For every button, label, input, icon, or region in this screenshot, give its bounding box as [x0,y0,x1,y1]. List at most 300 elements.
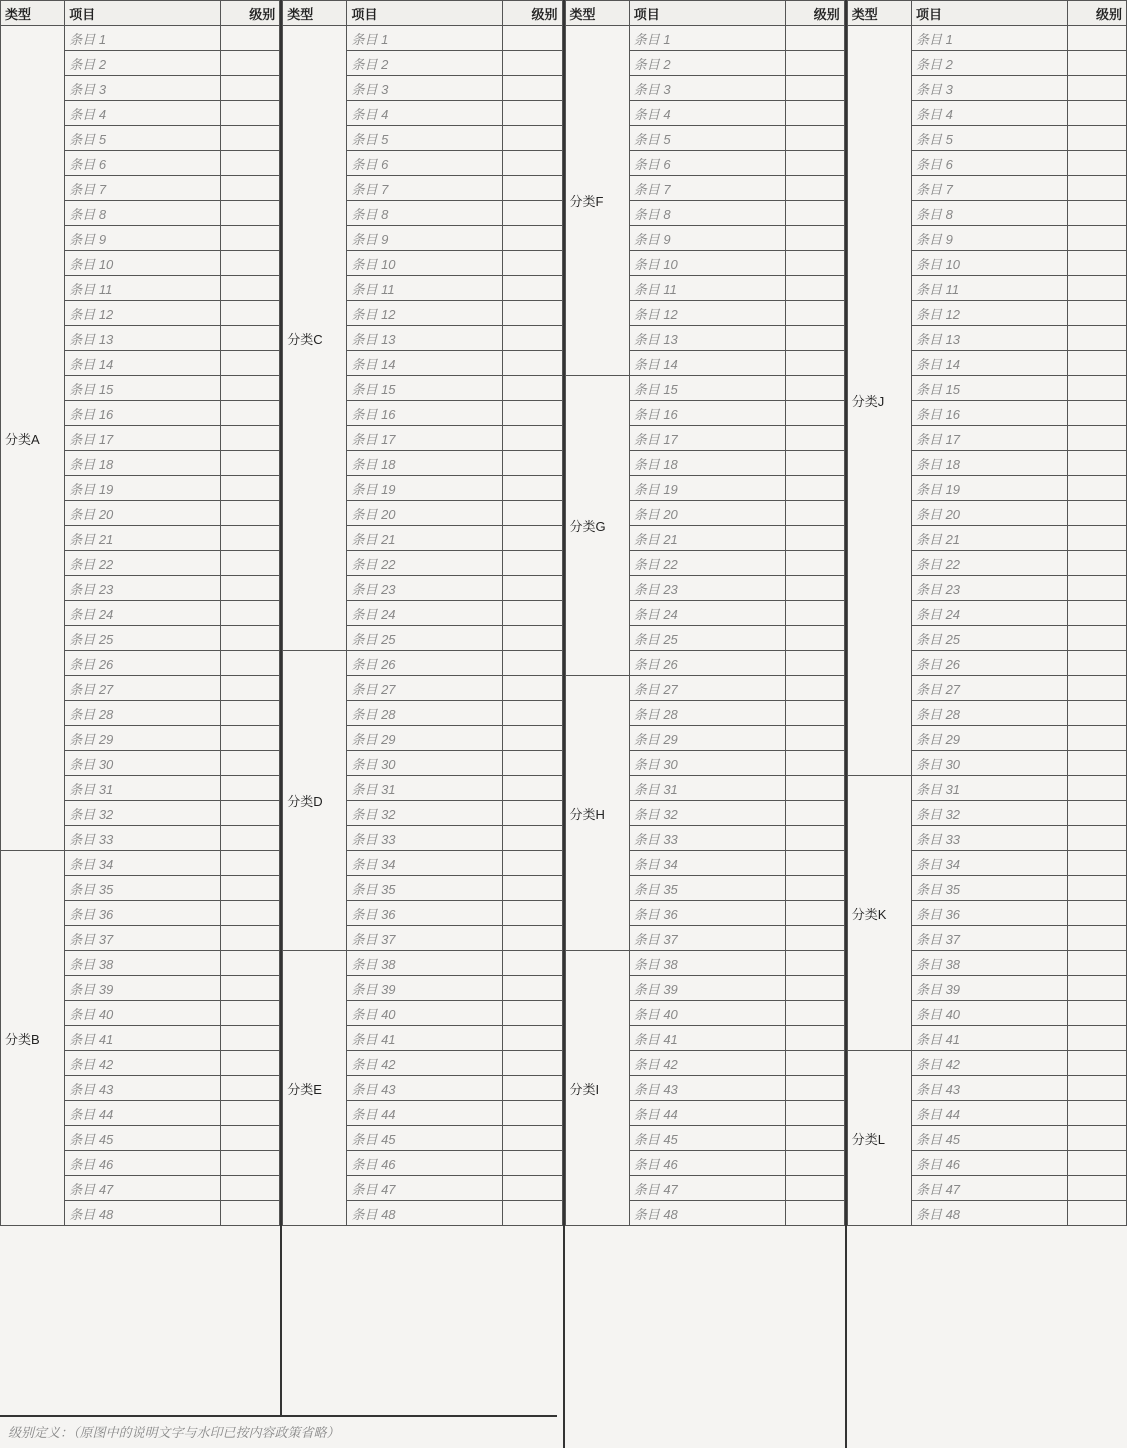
level-cell [1067,601,1126,626]
table-row [283,951,562,976]
footer-note-text: 级别定义：（原图中的说明文字与水印已按内容政策省略） [8,1424,340,1440]
item-cell: 条目 20 [629,501,785,526]
level-cell [785,1126,844,1151]
level-cell [503,1051,562,1076]
item-cell: 条目 23 [347,576,503,601]
level-cell [221,201,280,226]
level-cell [1067,101,1126,126]
item-cell: 条目 33 [911,826,1067,851]
item-cell: 条目 6 [65,151,221,176]
level-cell [785,651,844,676]
item-cell: 条目 39 [65,976,221,1001]
item-cell: 条目 14 [911,351,1067,376]
level-cell [221,751,280,776]
item-cell: 条目 28 [347,701,503,726]
level-cell [785,751,844,776]
item-cell: 条目 37 [347,926,503,951]
category-cell: 分类A [1,26,65,851]
header-item: 项目 [911,1,1067,26]
item-cell: 条目 22 [911,551,1067,576]
level-cell [221,326,280,351]
level-cell [221,51,280,76]
level-cell [785,476,844,501]
item-cell: 条目 23 [629,576,785,601]
level-cell [221,1051,280,1076]
level-cell [1067,351,1126,376]
table-row [847,776,1126,801]
item-cell: 条目 3 [65,76,221,101]
level-cell [1067,326,1126,351]
level-cell [785,851,844,876]
column-group [0,0,282,1448]
item-cell: 条目 7 [629,176,785,201]
item-cell: 条目 7 [911,176,1067,201]
level-cell [1067,226,1126,251]
item-cell: 条目 5 [629,126,785,151]
level-cell [785,1101,844,1126]
item-cell: 条目 16 [911,401,1067,426]
header-level: 级别 [1067,1,1126,26]
level-cell [503,1176,562,1201]
header-level: 级别 [221,1,280,26]
level-cell [785,176,844,201]
header-type: 类型 [565,1,629,26]
item-cell: 条目 4 [629,101,785,126]
level-cell [221,301,280,326]
level-cell [785,26,844,51]
level-cell [1067,776,1126,801]
item-cell: 条目 5 [65,126,221,151]
item-cell: 条目 42 [629,1051,785,1076]
item-cell: 条目 3 [629,76,785,101]
level-cell [221,676,280,701]
level-cell [503,726,562,751]
checklist-table [282,0,562,1226]
item-cell: 条目 17 [347,426,503,451]
level-cell [221,526,280,551]
item-cell: 条目 44 [347,1101,503,1126]
level-cell [503,1201,562,1226]
level-cell [221,976,280,1001]
item-cell: 条目 9 [911,226,1067,251]
item-cell: 条目 16 [347,401,503,426]
item-cell: 条目 8 [911,201,1067,226]
level-cell [221,851,280,876]
level-cell [503,126,562,151]
item-cell: 条目 6 [629,151,785,176]
level-cell [221,901,280,926]
item-cell: 条目 46 [911,1151,1067,1176]
item-cell: 条目 20 [347,501,503,526]
level-cell [1067,801,1126,826]
item-cell: 条目 6 [347,151,503,176]
level-cell [1067,451,1126,476]
item-cell: 条目 43 [911,1076,1067,1101]
item-cell: 条目 18 [347,451,503,476]
category-cell: 分类K [847,776,911,1051]
item-cell: 条目 35 [911,876,1067,901]
item-cell: 条目 27 [347,676,503,701]
level-cell [785,1051,844,1076]
item-cell: 条目 45 [347,1126,503,1151]
item-cell: 条目 28 [65,701,221,726]
item-cell: 条目 29 [629,726,785,751]
item-cell: 条目 31 [629,776,785,801]
item-cell: 条目 12 [347,301,503,326]
table-row [847,26,1126,51]
item-cell: 条目 39 [347,976,503,1001]
level-cell [221,826,280,851]
level-cell [503,951,562,976]
level-cell [221,351,280,376]
item-cell: 条目 48 [629,1201,785,1226]
level-cell [503,1151,562,1176]
level-cell [1067,1101,1126,1126]
item-cell: 条目 37 [629,926,785,951]
level-cell [1067,26,1126,51]
level-cell [503,101,562,126]
level-cell [785,901,844,926]
item-cell: 条目 12 [629,301,785,326]
level-cell [785,551,844,576]
item-cell: 条目 25 [347,626,503,651]
level-cell [1067,826,1126,851]
checklist-table [847,0,1127,1226]
item-cell: 条目 25 [65,626,221,651]
level-cell [503,751,562,776]
item-cell: 条目 12 [65,301,221,326]
level-cell [221,576,280,601]
item-cell: 条目 4 [65,101,221,126]
level-cell [221,501,280,526]
level-cell [503,701,562,726]
item-cell: 条目 30 [65,751,221,776]
level-cell [785,76,844,101]
level-cell [221,926,280,951]
level-cell [785,776,844,801]
level-cell [785,951,844,976]
item-cell: 条目 31 [65,776,221,801]
table-row [1,851,280,876]
level-cell [1067,251,1126,276]
item-cell: 条目 26 [911,651,1067,676]
level-cell [1067,976,1126,1001]
item-cell: 条目 29 [347,726,503,751]
level-cell [221,1151,280,1176]
level-cell [221,1026,280,1051]
header-level: 级别 [785,1,844,26]
level-cell [221,551,280,576]
category-cell: 分类G [565,376,629,676]
level-cell [1067,276,1126,301]
level-cell [785,926,844,951]
level-cell [1067,151,1126,176]
checklist-table [565,0,845,1226]
column-group [847,0,1127,1448]
item-cell: 条目 35 [347,876,503,901]
item-cell: 条目 30 [629,751,785,776]
level-cell [1067,851,1126,876]
level-cell [221,101,280,126]
item-cell: 条目 2 [629,51,785,76]
level-cell [503,501,562,526]
item-cell: 条目 4 [911,101,1067,126]
item-cell: 条目 27 [911,676,1067,701]
level-cell [785,701,844,726]
level-cell [503,151,562,176]
level-cell [221,626,280,651]
level-cell [1067,201,1126,226]
header-type: 类型 [847,1,911,26]
level-cell [1067,626,1126,651]
header-item: 项目 [629,1,785,26]
item-cell: 条目 3 [347,76,503,101]
header-item: 项目 [347,1,503,26]
item-cell: 条目 21 [629,526,785,551]
item-cell: 条目 15 [65,376,221,401]
level-cell [1067,651,1126,676]
level-cell [1067,1001,1126,1026]
item-cell: 条目 47 [347,1176,503,1201]
level-cell [785,526,844,551]
item-cell: 条目 45 [65,1126,221,1151]
level-cell [785,801,844,826]
table-row [565,26,844,51]
level-cell [221,376,280,401]
item-cell: 条目 31 [347,776,503,801]
level-cell [785,1176,844,1201]
item-cell: 条目 5 [911,126,1067,151]
item-cell: 条目 40 [347,1001,503,1026]
item-cell: 条目 25 [629,626,785,651]
item-cell: 条目 20 [911,501,1067,526]
level-cell [221,26,280,51]
level-cell [785,376,844,401]
item-cell: 条目 35 [65,876,221,901]
level-cell [1067,1126,1126,1151]
item-cell: 条目 41 [65,1026,221,1051]
item-cell: 条目 40 [911,1001,1067,1026]
level-cell [221,1126,280,1151]
level-cell [1067,1176,1126,1201]
item-cell: 条目 47 [629,1176,785,1201]
level-cell [1067,551,1126,576]
item-cell: 条目 42 [65,1051,221,1076]
level-cell [221,76,280,101]
level-cell [221,476,280,501]
item-cell: 条目 10 [911,251,1067,276]
item-cell: 条目 7 [347,176,503,201]
item-cell: 条目 39 [911,976,1067,1001]
header-item: 项目 [65,1,221,26]
level-cell [221,1001,280,1026]
level-cell [1067,526,1126,551]
item-cell: 条目 30 [347,751,503,776]
item-cell: 条目 36 [629,901,785,926]
level-cell [503,526,562,551]
item-cell: 条目 21 [911,526,1067,551]
level-cell [785,1201,844,1226]
item-cell: 条目 15 [629,376,785,401]
category-cell: 分类J [847,26,911,776]
item-cell: 条目 33 [65,826,221,851]
item-cell: 条目 32 [629,801,785,826]
level-cell [221,276,280,301]
level-cell [503,851,562,876]
level-cell [785,726,844,751]
item-cell: 条目 33 [347,826,503,851]
level-cell [221,801,280,826]
item-cell: 条目 21 [347,526,503,551]
item-cell: 条目 31 [911,776,1067,801]
column-group [565,0,847,1448]
level-cell [785,676,844,701]
item-cell: 条目 47 [65,1176,221,1201]
item-cell: 条目 20 [65,501,221,526]
item-cell: 条目 19 [911,476,1067,501]
level-cell [503,26,562,51]
level-cell [785,351,844,376]
item-cell: 条目 34 [629,851,785,876]
level-cell [221,451,280,476]
level-cell [503,601,562,626]
level-cell [1067,401,1126,426]
item-cell: 条目 12 [911,301,1067,326]
item-cell: 条目 37 [911,926,1067,951]
level-cell [503,551,562,576]
category-cell: 分类C [283,26,347,651]
item-cell: 条目 14 [65,351,221,376]
level-cell [1067,1151,1126,1176]
item-cell: 条目 37 [65,926,221,951]
item-cell: 条目 1 [65,26,221,51]
item-cell: 条目 22 [65,551,221,576]
item-cell: 条目 42 [911,1051,1067,1076]
level-cell [1067,576,1126,601]
item-cell: 条目 25 [911,626,1067,651]
item-cell: 条目 1 [911,26,1067,51]
item-cell: 条目 13 [65,326,221,351]
item-cell: 条目 34 [911,851,1067,876]
item-cell: 条目 8 [65,201,221,226]
item-cell: 条目 38 [347,951,503,976]
category-cell: 分类E [283,951,347,1226]
category-cell: 分类L [847,1051,911,1226]
item-cell: 条目 18 [911,451,1067,476]
level-cell [785,626,844,651]
level-cell [1067,926,1126,951]
item-cell: 条目 24 [65,601,221,626]
table-row [283,26,562,51]
level-cell [1067,376,1126,401]
level-cell [503,1001,562,1026]
level-cell [503,426,562,451]
item-cell: 条目 10 [65,251,221,276]
level-cell [503,876,562,901]
level-cell [503,1026,562,1051]
item-cell: 条目 27 [629,676,785,701]
level-cell [785,826,844,851]
category-cell: 分类I [565,951,629,1226]
item-cell: 条目 29 [911,726,1067,751]
level-cell [1067,1026,1126,1051]
level-cell [221,1176,280,1201]
level-cell [1067,751,1126,776]
item-cell: 条目 11 [65,276,221,301]
level-cell [221,176,280,201]
item-cell: 条目 47 [911,1176,1067,1201]
level-cell [503,301,562,326]
level-cell [785,451,844,476]
item-cell: 条目 14 [629,351,785,376]
level-cell [221,701,280,726]
level-cell [503,351,562,376]
level-cell [785,576,844,601]
level-cell [503,676,562,701]
item-cell: 条目 23 [911,576,1067,601]
item-cell: 条目 17 [911,426,1067,451]
level-cell [1067,51,1126,76]
level-cell [503,326,562,351]
item-cell: 条目 43 [65,1076,221,1101]
item-cell: 条目 44 [65,1101,221,1126]
item-cell: 条目 22 [347,551,503,576]
level-cell [1067,876,1126,901]
item-cell: 条目 38 [629,951,785,976]
item-cell: 条目 32 [65,801,221,826]
category-cell: 分类H [565,676,629,951]
item-cell: 条目 46 [65,1151,221,1176]
checklist-table [0,0,280,1226]
level-cell [221,951,280,976]
item-cell: 条目 21 [65,526,221,551]
level-cell [785,601,844,626]
level-cell [1067,76,1126,101]
item-cell: 条目 39 [629,976,785,1001]
item-cell: 条目 2 [347,51,503,76]
table-row [565,951,844,976]
item-cell: 条目 24 [629,601,785,626]
level-cell [221,126,280,151]
level-cell [503,51,562,76]
item-cell: 条目 18 [65,451,221,476]
level-cell [785,151,844,176]
level-cell [503,901,562,926]
header-type: 类型 [1,1,65,26]
item-cell: 条目 1 [629,26,785,51]
item-cell: 条目 9 [65,226,221,251]
level-cell [1067,701,1126,726]
level-cell [1067,301,1126,326]
level-cell [785,51,844,76]
level-cell [785,101,844,126]
level-cell [503,626,562,651]
item-cell: 条目 41 [911,1026,1067,1051]
level-cell [503,76,562,101]
item-cell: 条目 27 [65,676,221,701]
level-cell [785,226,844,251]
item-cell: 条目 15 [911,376,1067,401]
item-cell: 条目 1 [347,26,503,51]
item-cell: 条目 29 [65,726,221,751]
item-cell: 条目 10 [347,251,503,276]
level-cell [1067,426,1126,451]
level-cell [503,226,562,251]
level-cell [503,1126,562,1151]
item-cell: 条目 8 [347,201,503,226]
item-cell: 条目 11 [629,276,785,301]
level-cell [503,276,562,301]
